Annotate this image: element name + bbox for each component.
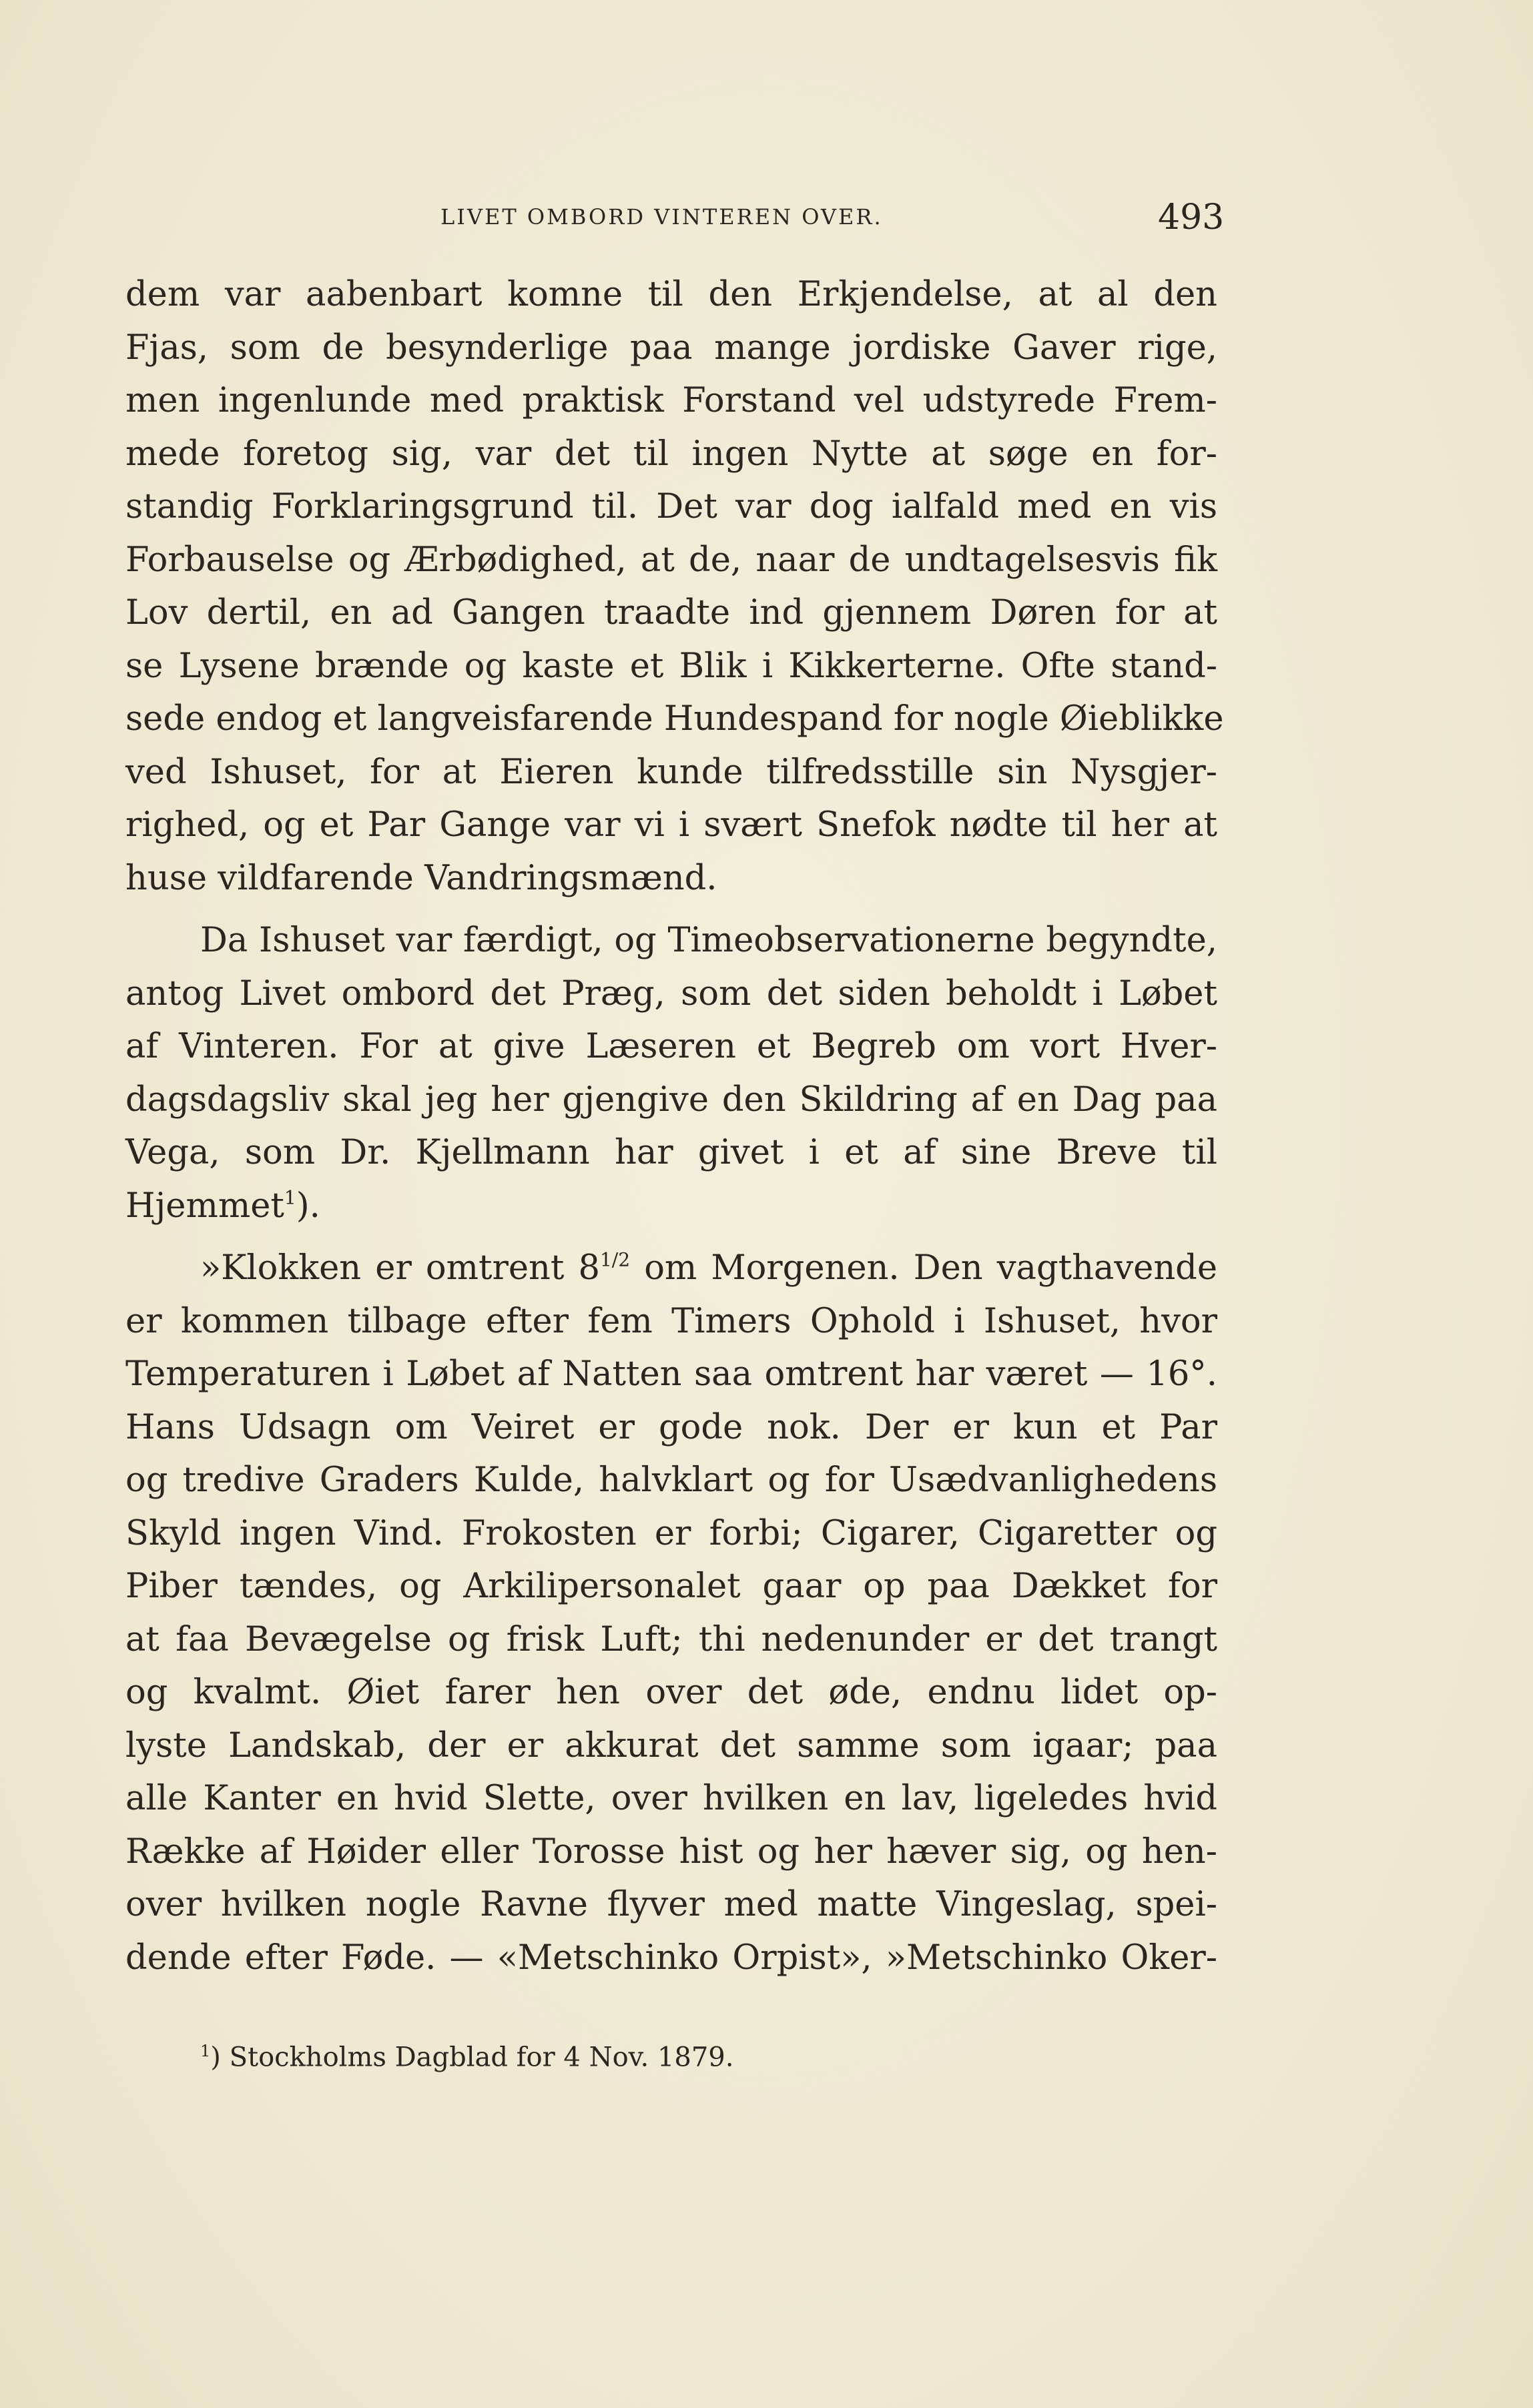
text-line: Vega, som Dr. Kjellmann har givet i et af sine Breve til [125, 1133, 1217, 1172]
text-line: dende efter Føde. — «Metschinko Orpist», »Metschinko Oker- [125, 1938, 1217, 1978]
footnote-mark: 1 [200, 2042, 211, 2060]
text-line: og tredive Graders Kulde, halvklart og for Usædvanlighedens [125, 1461, 1217, 1500]
text-line: huse vildfarende Vandringsmænd. [125, 858, 717, 898]
text-line: er kommen tilbage efter fem Timers Ophold i Ishuset, hvor [125, 1301, 1217, 1341]
fraction: 1/2 [599, 1248, 631, 1271]
text-line: mede foretog sig, var det til ingen Nytte at søge en for- [125, 434, 1217, 474]
text-line: Da Ishuset var færdigt, og Timeobservationerne begyndte, [200, 921, 1217, 960]
text-line: at faa Bevægelse og frisk Luft; thi nedenunder er det trangt [125, 1619, 1217, 1659]
text-line: antog Livet ombord det Præg, som det siden beholdt i Løbet [125, 973, 1217, 1014]
text-line: Række af Høider eller Torosse hist og her hæver sig, og hen- [125, 1832, 1217, 1872]
text-line: sede endog et langveisfarende Hundespand for nogle Øieblikke [125, 699, 1224, 739]
text-line: lyste Landskab, der er akkurat det samme som igaar; paa [125, 1725, 1217, 1765]
page-header [0, 197, 1533, 251]
text-line: se Lysene brænde og kaste et Blik i Kikkerterne. Ofte stand- [125, 646, 1217, 686]
line-text-tail: ). [296, 1186, 320, 1226]
paragraph-2 [125, 914, 1217, 1232]
text-line: dagsdagsliv skal jeg her gjengive den Skildring af en Dag paa [125, 1080, 1217, 1120]
text-line: standig Forklaringsgrund til. Det var dog ialfald med en vis [125, 487, 1217, 526]
paragraph-1 [125, 268, 1224, 905]
page-number: 493 [1158, 197, 1225, 238]
text-line: Skyld ingen Vind. Frokosten er forbi; Cigarer, Cigaretter og [125, 1513, 1217, 1553]
body-text [125, 268, 1224, 1984]
text-line: Temperaturen i Løbet af Natten saa omtrent har været — 16°. [125, 1354, 1217, 1394]
text-line: men ingenlunde med praktisk Forstand vel udstyrede Frem- [125, 381, 1217, 420]
text-line: over hvilken nogle Ravne flyver med matte Vingeslag, spei- [125, 1885, 1217, 1924]
text-line: Lov dertil, en ad Gangen traadte ind gjennem Døren for at [125, 593, 1217, 633]
text-line: dem var aabenbart komne til den Erkjendelse, at al den [125, 275, 1217, 314]
text-line: af Vinteren. For at give Læseren et Begreb om vort Hver- [125, 1027, 1217, 1066]
text-line: alle Kanter en hvid Slette, over hvilken en lav, ligeledes hvid [125, 1779, 1217, 1818]
footnote-text: ) Stockholms Dagblad for 4 Nov. 1879. [210, 2042, 734, 2073]
text-line: Hans Udsagn om Veiret er gode nok. Der er kun et Par [125, 1407, 1217, 1447]
text-line: og kvalmt. Øiet farer hen over det øde, endnu lidet op- [125, 1673, 1217, 1712]
text-line: Fjas, som de besynderlige paa mange jordiske Gaver rige, [125, 328, 1217, 368]
text-line: righed, og et Par Gange var vi i svært Snefok nødte til her at [125, 805, 1217, 845]
paragraph-3 [125, 1242, 1217, 1984]
line-text: »Klokken er omtrent 8 [200, 1248, 600, 1288]
text-line: ved Ishuset, for at Eieren kunde tilfredsstille sin Nysgjer- [125, 752, 1217, 792]
text-line-with-footnote-ref [125, 1180, 1217, 1233]
footnote [200, 2042, 733, 2072]
footnote-reference: 1 [284, 1186, 296, 1208]
text-line [125, 1242, 1217, 1295]
text-line: Piber tændes, og Arkilipersonalet gaar op paa Dækket for [125, 1567, 1217, 1606]
line-text-tail: om Morgenen. Den vagthavende [630, 1248, 1218, 1288]
running-head: LIVET OMBORD VINTEREN OVER. [440, 204, 883, 230]
line-text: Hjemmet [125, 1186, 284, 1226]
text-line: Forbauselse og Ærbødighed, at de, naar de undtagelsesvis fik [125, 540, 1217, 580]
